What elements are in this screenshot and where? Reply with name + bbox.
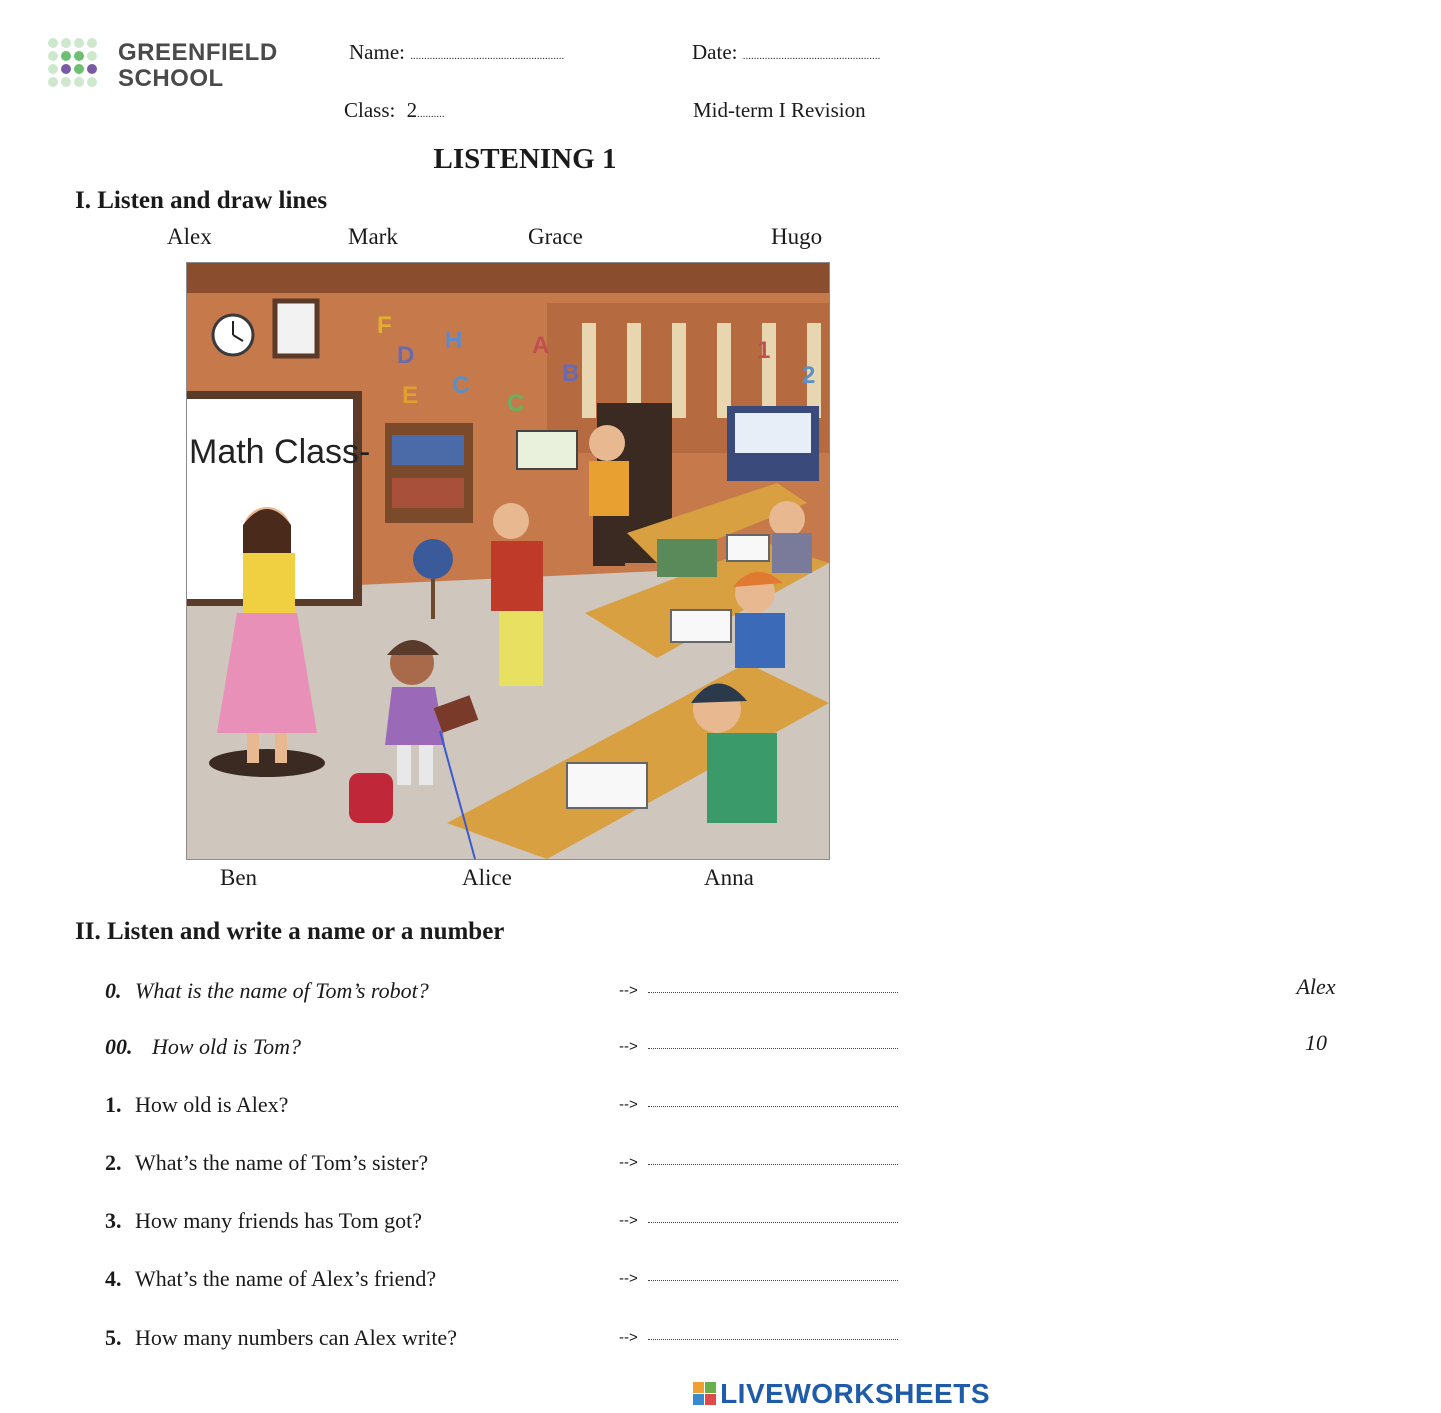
top-name-mark[interactable]: Mark bbox=[348, 224, 398, 249]
svg-text:D: D bbox=[397, 342, 415, 369]
svg-text:E: E bbox=[402, 382, 419, 409]
question-row bbox=[105, 1266, 905, 1300]
question-number: 0. bbox=[105, 978, 122, 1003]
svg-text:1: 1 bbox=[757, 337, 771, 364]
class-label: Class: bbox=[344, 98, 396, 122]
question-number: 4. bbox=[105, 1266, 122, 1291]
question-number: 2. bbox=[105, 1150, 122, 1175]
name-field[interactable] bbox=[349, 40, 564, 65]
top-name-grace[interactable]: Grace bbox=[528, 224, 583, 249]
section1-heading: I. Listen and draw lines bbox=[75, 187, 328, 214]
arrow-icon: --> bbox=[619, 1038, 638, 1055]
arrow-icon: --> bbox=[619, 1212, 638, 1229]
arrow-icon: --> bbox=[619, 982, 638, 999]
question-text: How many friends has Tom got? bbox=[135, 1208, 423, 1233]
answer-blank[interactable] bbox=[648, 1280, 898, 1281]
arrow-icon: --> bbox=[619, 1096, 638, 1113]
question-number: 00. bbox=[105, 1034, 133, 1059]
class-blank[interactable]: .......... bbox=[417, 108, 445, 120]
question-row bbox=[105, 1325, 905, 1359]
liveworksheets-icon bbox=[693, 1382, 717, 1406]
question-text: How old is Tom? bbox=[152, 1034, 301, 1059]
school-name bbox=[118, 40, 278, 92]
svg-text:H: H bbox=[445, 327, 463, 354]
arrow-icon: --> bbox=[619, 1270, 638, 1287]
school-logo-icon bbox=[48, 38, 108, 98]
top-name-alex[interactable]: Alex bbox=[167, 224, 212, 249]
top-name-hugo[interactable]: Hugo bbox=[771, 224, 823, 249]
question-row bbox=[105, 1092, 905, 1126]
question-text: What is the name of Tom’s robot? bbox=[135, 978, 429, 1003]
svg-text:A: A bbox=[532, 332, 550, 359]
answer-blank[interactable] bbox=[648, 1030, 1327, 1055]
class-field[interactable] bbox=[344, 98, 445, 123]
section2-heading: II. Listen and write a name or a number bbox=[75, 918, 505, 945]
question-row bbox=[105, 1208, 905, 1242]
answer-value: Alex bbox=[1296, 974, 1336, 999]
arrow-icon: --> bbox=[619, 1154, 638, 1171]
svg-text:F: F bbox=[377, 312, 392, 339]
date-field[interactable] bbox=[692, 40, 880, 65]
classroom-picture bbox=[186, 262, 830, 860]
bottom-name-anna[interactable]: Anna bbox=[704, 865, 754, 890]
question-row bbox=[105, 974, 1336, 1012]
school-name-line2: SCHOOL bbox=[118, 65, 224, 92]
arrow-icon: --> bbox=[619, 1329, 638, 1346]
school-name-line1: GREENFIELD bbox=[118, 39, 278, 66]
question-number: 1. bbox=[105, 1092, 122, 1117]
svg-text:2: 2 bbox=[802, 362, 816, 389]
answer-blank[interactable] bbox=[648, 1106, 898, 1107]
liveworksheets-text: LIVEWORKSHEETS bbox=[720, 1378, 990, 1409]
answer-value: 10 bbox=[1305, 1030, 1327, 1055]
board-text: Math Class- bbox=[189, 433, 371, 471]
date-blank[interactable]: .................................................. bbox=[742, 50, 881, 62]
question-text: How many numbers can Alex write? bbox=[135, 1325, 457, 1350]
question-number: 3. bbox=[105, 1208, 122, 1233]
name-blank[interactable]: ........................................................ bbox=[410, 50, 565, 62]
page-title: LISTENING 1 bbox=[433, 143, 617, 175]
answer-blank[interactable] bbox=[648, 1164, 898, 1165]
revision-label: Mid-term I Revision bbox=[693, 98, 866, 122]
question-row bbox=[105, 1150, 905, 1184]
liveworksheets-logo[interactable] bbox=[693, 1378, 990, 1410]
question-text: How old is Alex? bbox=[135, 1092, 289, 1117]
question-text: What’s the name of Tom’s sister? bbox=[135, 1150, 429, 1175]
svg-text:C: C bbox=[452, 372, 470, 399]
class-value: 2 bbox=[406, 98, 418, 122]
answer-blank[interactable] bbox=[648, 1339, 898, 1340]
question-row bbox=[105, 1030, 1327, 1068]
answer-blank[interactable] bbox=[648, 974, 1336, 999]
question-text: What’s the name of Alex’s friend? bbox=[135, 1266, 437, 1291]
svg-text:C: C bbox=[507, 390, 525, 417]
date-label: Date: bbox=[692, 40, 738, 64]
answer-blank[interactable] bbox=[648, 1222, 898, 1223]
svg-text:B: B bbox=[562, 360, 580, 387]
bottom-name-alice[interactable]: Alice bbox=[462, 865, 512, 890]
bottom-name-ben[interactable]: Ben bbox=[220, 865, 258, 890]
name-label: Name: bbox=[349, 40, 405, 64]
question-number: 5. bbox=[105, 1325, 122, 1350]
